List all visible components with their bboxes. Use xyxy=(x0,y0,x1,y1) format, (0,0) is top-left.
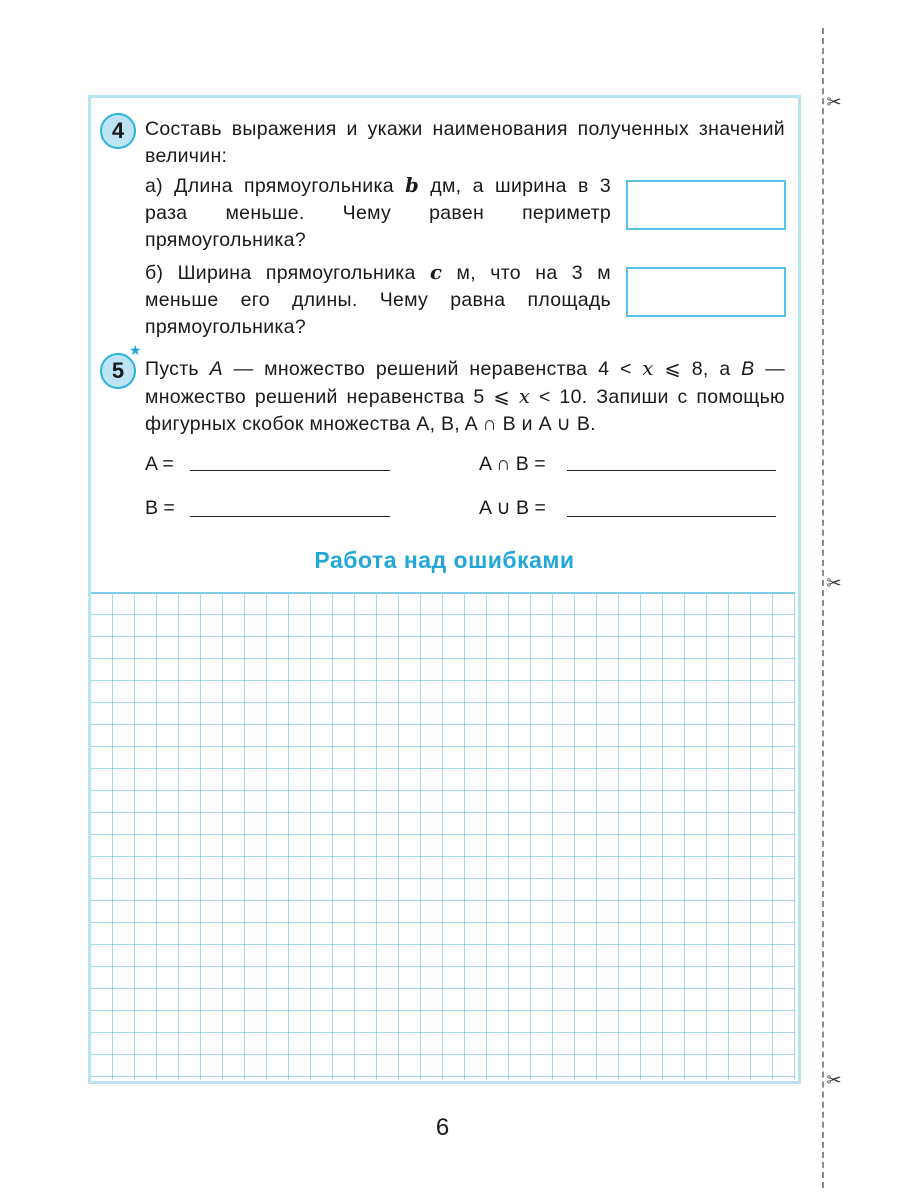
task-4-part-a-prefix: а) Длина прямоугольника xyxy=(145,175,406,197)
grid-workspace[interactable] xyxy=(91,592,795,1080)
cut-line xyxy=(822,28,824,1188)
task-5-text-5: < 10. Запиши с помощью фигурных скобок множества A, B, A ∩ B и A ∪ B. xyxy=(145,386,785,435)
scissors-icon: ✂ xyxy=(824,1070,844,1090)
set-b-symbol: B xyxy=(741,358,755,380)
star-icon: ★ xyxy=(129,342,142,358)
task-4-part-a-suffix: дм, а ширина в 3 раза меньше. Чему равен периметр прямоугольника? xyxy=(145,175,612,251)
variable-x: x xyxy=(518,385,531,408)
section-heading: Работа над ошибками xyxy=(314,547,575,573)
task-4-part-b-suffix: м, что на 3 м меньше его длины. Чему равна площадь прямоугольника? xyxy=(145,262,611,338)
intersection-label: A ∩ B = xyxy=(479,453,546,475)
set-b-label: B = xyxy=(145,497,175,519)
set-a-symbol: A xyxy=(209,358,223,380)
task-4-part-b-prefix: б) Ширина прямоугольника xyxy=(145,262,431,284)
task-5-text xyxy=(145,355,785,438)
set-a-label: A = xyxy=(145,453,174,475)
task-5-text-2: — множество решений неравенства 4 < xyxy=(222,358,643,380)
union-answer-line[interactable] xyxy=(567,516,776,517)
task-5-text-4: — множество решений неравенства 5 ⩽ xyxy=(145,358,785,408)
task-5-number: 5 xyxy=(100,353,136,389)
page-number: 6 xyxy=(435,1114,450,1141)
task-5-text-3: ⩽ 8, а xyxy=(653,358,742,380)
scissors-icon: ✂ xyxy=(824,92,844,112)
task-4-number: 4 xyxy=(100,113,136,149)
scissors-icon: ✂ xyxy=(824,573,844,593)
variable-c: c xyxy=(430,261,443,284)
task-4-part-b xyxy=(145,259,611,341)
task-4-part-a xyxy=(145,172,611,254)
task-5-text-1: Пусть xyxy=(145,358,210,380)
task-4-intro: Составь выражения и укажи наименования полученных значений величин: xyxy=(145,118,785,167)
answer-box-a[interactable] xyxy=(626,180,786,230)
answer-box-b[interactable] xyxy=(626,267,786,317)
union-label: A ∪ B = xyxy=(479,497,546,519)
variable-x: x xyxy=(642,357,654,380)
intersection-answer-line[interactable] xyxy=(567,470,776,471)
set-b-answer-line[interactable] xyxy=(190,516,390,517)
variable-b: b xyxy=(405,174,420,197)
set-a-answer-line[interactable] xyxy=(190,470,390,471)
